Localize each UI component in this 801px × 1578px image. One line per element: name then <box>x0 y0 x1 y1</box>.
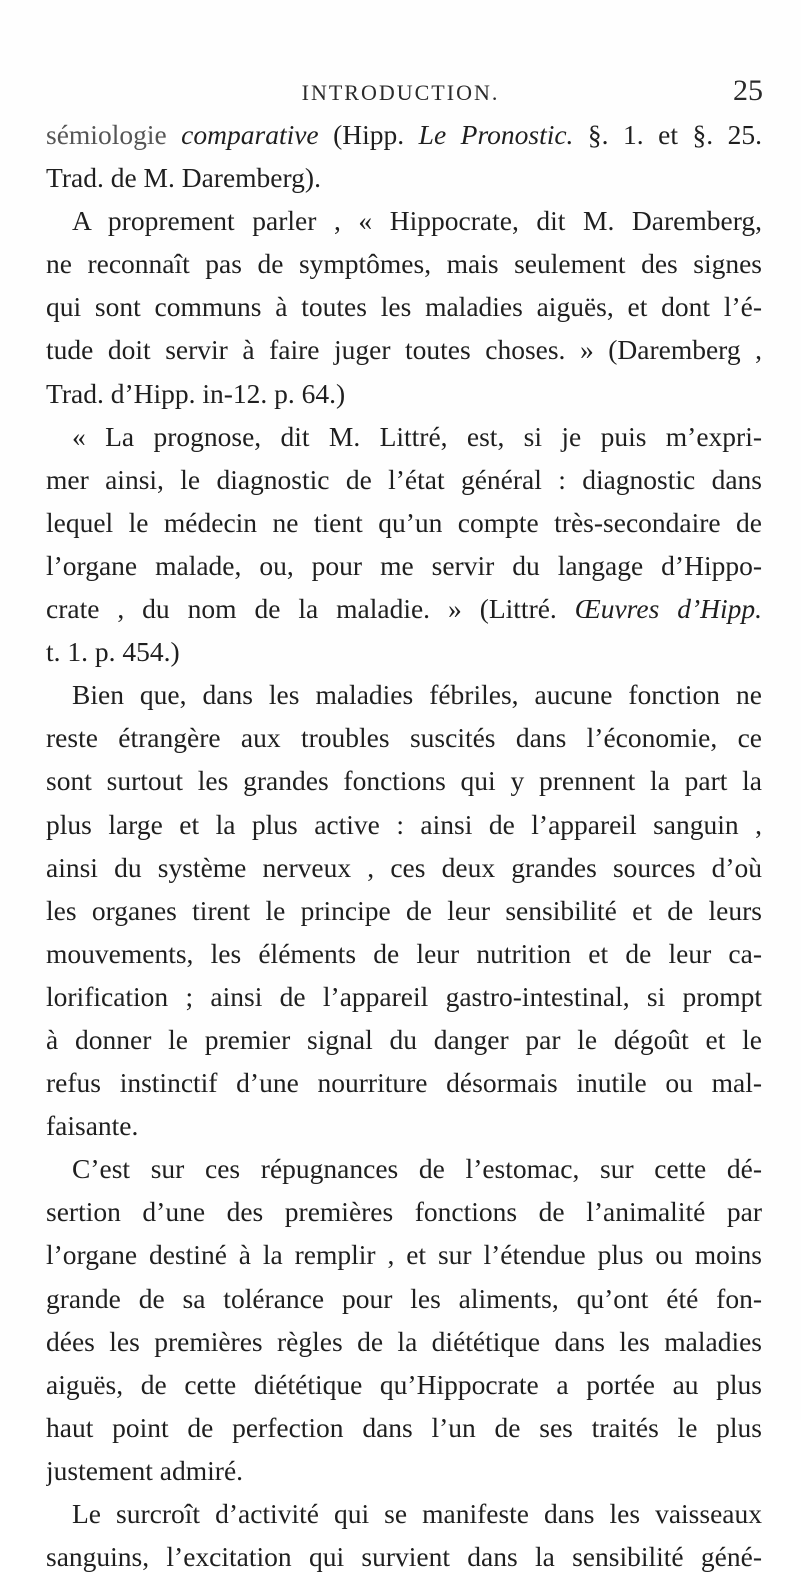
running-title: INTRODUCTION. <box>301 80 500 105</box>
text-line: qui sont communs à toutes les maladies aiguës, et dont l’é- <box>46 291 762 323</box>
text-line: haut point de perfection dans l’un de ses traités le plus <box>46 1411 762 1443</box>
text-line: les organes tirent le principe de leur sensibilité et de leurs <box>46 894 762 926</box>
text-line: justement admiré. <box>46 1454 244 1486</box>
text-line: Trad. d’Hipp. in-12. p. 64.) <box>46 377 346 409</box>
page-number: 25 <box>733 74 763 107</box>
text-line: refus instinctif d’une nourriture désormais inutile ou mal- <box>46 1067 762 1099</box>
text-line: l’organe malade, ou, pour me servir du langage d’Hippo- <box>46 549 762 581</box>
text-line: sertion d’une des premières fonctions de l’animalité par <box>46 1196 762 1228</box>
text-line: aiguës, de cette diététique qu’Hippocrate a portée au plus <box>46 1368 762 1400</box>
paragraph-start-line: Le surcroît d’activité qui se manifeste dans les vaisseaux <box>72 1498 762 1529</box>
body-text <box>46 113 762 1578</box>
text-line: mouvements, les éléments de leur nutrition et de leur ca- <box>46 937 762 969</box>
paragraph-start-line: Bien que, dans les maladies fébriles, aucune fonction ne <box>72 679 762 711</box>
paragraph-start-line: C’est sur ces répugnances de l’estomac, sur cette dé- <box>72 1153 762 1185</box>
text-line: sémiologie comparative (Hipp. Le Pronostic. §. 1. et §. 25. <box>46 119 762 150</box>
running-head <box>0 74 801 114</box>
text-line: tude doit servir à faire juger toutes choses. » (Daremberg , <box>46 334 762 366</box>
paragraph-start-line: A proprement parler , « Hippocrate, dit M. Daremberg, <box>72 205 762 237</box>
text-line: reste étrangère aux troubles suscités dans l’économie, ce <box>46 722 762 754</box>
text-line: mer ainsi, le diagnostic de l’état général : diagnostic dans <box>46 463 762 495</box>
paragraph-start-line: « La prognose, dit M. Littré, est, si je puis m’expri- <box>72 420 762 452</box>
text-line: plus large et la plus active : ainsi de l’appareil sanguin , <box>46 808 762 840</box>
text-line: sont surtout les grandes fonctions qui y prennent la part la <box>46 765 762 797</box>
text-line: dées les premières règles de la diététique dans les maladies <box>46 1325 762 1357</box>
text-line: sanguins, l’excitation qui survient dans la sensibilité géné- <box>46 1541 762 1573</box>
text-line: crate , du nom de la maladie. » (Littré. Œuvres d’Hipp. <box>46 593 762 625</box>
text-line: l’organe destiné à la remplir , et sur l’étendue plus ou moins <box>46 1239 762 1271</box>
text-line: ne reconnaît pas de symptômes, mais seulement des signes <box>46 248 762 280</box>
text-line: Trad. de M. Daremberg). <box>46 162 321 194</box>
text-line: faisante. <box>46 1110 139 1142</box>
text-line: t. 1. p. 454.) <box>46 636 180 668</box>
text-line: ainsi du système nerveux , ces deux grandes sources d’où <box>46 851 762 883</box>
text-line: grande de sa tolérance pour les aliments, qu’ont été fon- <box>46 1282 762 1314</box>
text-line: lorification ; ainsi de l’appareil gastro-intestinal, si prompt <box>46 980 762 1012</box>
text-line: à donner le premier signal du danger par le dégoût et le <box>46 1023 762 1055</box>
text-line: lequel le médecin ne tient qu’un compte très-secondaire de <box>46 506 762 538</box>
